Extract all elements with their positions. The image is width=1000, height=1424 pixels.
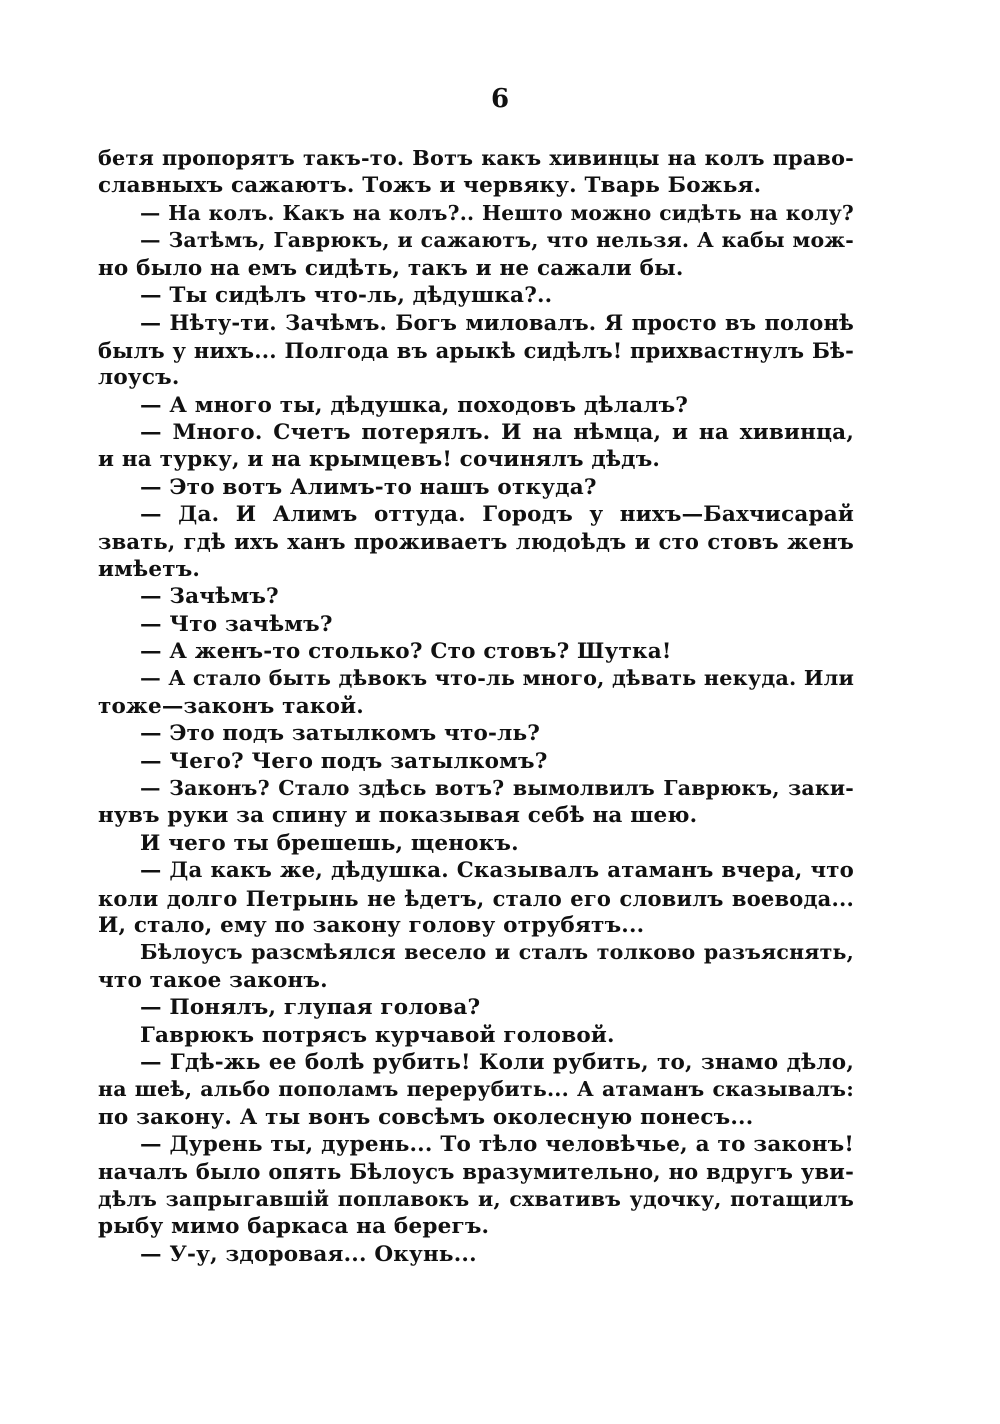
text-line: что такое законъ.: [98, 967, 328, 993]
text-line: — Зачѣмъ?: [140, 584, 279, 610]
text-line: звать, гдѣ ихъ ханъ проживаетъ людоѣдъ и сто стовъ женъ: [98, 529, 854, 555]
text-line: — Затѣмъ, Гаврюкъ, и сажаютъ, что нельзя. А кабы мож-: [140, 228, 854, 253]
text-line: — А много ты, дѣдушка, походовъ дѣлалъ?: [140, 392, 689, 418]
text-line: — Дурень ты, дурень... То тѣло человѣчье, а то законъ!: [140, 1132, 854, 1158]
text-line: — А женъ-то столько? Сто стовъ? Шутка!: [140, 639, 672, 665]
text-line: — На колъ. Какъ на колъ?.. Нешто можно сидѣть на колу?: [140, 200, 854, 225]
text-line: былъ у нихъ... Полгода въ арыкѣ сидѣлъ! прихвастнулъ Бѣ-: [98, 337, 854, 363]
text-body: [98, 145, 854, 1268]
text-line: славныхъ сажаютъ. Тожъ и червяку. Тварь Божья.: [98, 173, 762, 199]
text-line: И, стало, ему по закону голову отрубятъ...: [98, 912, 645, 938]
text-line: тоже—законъ такой.: [98, 693, 364, 719]
text-line: — Чего? Чего подъ затылкомъ?: [140, 748, 548, 774]
text-line: на шеѣ, альбо пополамъ перерубить... А атаманъ сказывалъ:: [98, 1077, 854, 1102]
text-line: — Ты сидѣлъ что-ль, дѣдушка?..: [140, 282, 553, 308]
text-line: И чего ты брешешь, щенокъ.: [140, 830, 519, 856]
text-line: рыбу мимо баркаса на берегъ.: [98, 1214, 490, 1240]
text-line: бетя пропорятъ такъ-то. Вотъ какъ хивинцы на колъ право-: [98, 146, 854, 170]
text-line: — Да какъ же, дѣдушка. Сказывалъ атаманъ вчера, что: [140, 858, 854, 884]
text-line: — А стало быть дѣвокъ что-ль много, дѣвать некуда. Или: [140, 666, 855, 691]
text-line: Бѣлоусъ разсмѣялся весело и сталъ толково разъяснять,: [140, 940, 854, 965]
text-line: по закону. А ты вонъ совсѣмъ околесную понесъ...: [98, 1104, 754, 1130]
text-line: нувъ руки за спину и показывая себѣ на шею.: [98, 803, 698, 829]
text-line: Гаврюкъ потрясъ курчавой головой.: [140, 1022, 615, 1048]
text-line: и на турку, и на крымцевъ! сочинялъ дѣдъ.: [98, 447, 661, 473]
text-line: коли долго Петрынь не ѣдетъ, стало его словилъ воевода...: [98, 885, 854, 911]
text-line: — Много. Счетъ потерялъ. И на нѣмца, и на хивинца,: [140, 419, 854, 445]
text-line: началъ было опять Бѣлоусъ вразумительно, но вдругъ уви-: [98, 1159, 854, 1185]
text-line: но было на емъ сидѣть, такъ и не сажали бы.: [98, 255, 684, 281]
text-line: — Гдѣ-жь ее болѣ рубить! Коли рубить, то, знамо дѣло,: [140, 1049, 854, 1075]
page-number: 6: [490, 84, 510, 114]
text-line: — Это вотъ Алимъ-то нашъ откуда?: [140, 474, 597, 500]
text-line: — У-у, здоровая... Окунь...: [140, 1241, 477, 1267]
text-line: дѣлъ запрыгавшій поплавокъ и, схвативъ удочку, потащилъ: [98, 1186, 854, 1211]
text-line: — Понялъ, глупая голова?: [140, 995, 481, 1021]
text-line: — Да. И Алимъ оттуда. Городъ у нихъ—Бахчисарай: [140, 502, 854, 528]
text-line: лоусъ.: [98, 365, 180, 391]
text-line: — Законъ? Стало здѣсь вотъ? вымолвилъ Гаврюкъ, заки-: [140, 775, 854, 800]
text-line: имѣетъ.: [98, 556, 201, 582]
text-line: — Это подъ затылкомъ что-ль?: [140, 721, 541, 747]
text-line: — Что зачѣмъ?: [140, 611, 333, 637]
text-line: — Нѣту-ти. Зачѣмъ. Богъ миловалъ. Я просто въ полонѣ: [140, 310, 854, 336]
